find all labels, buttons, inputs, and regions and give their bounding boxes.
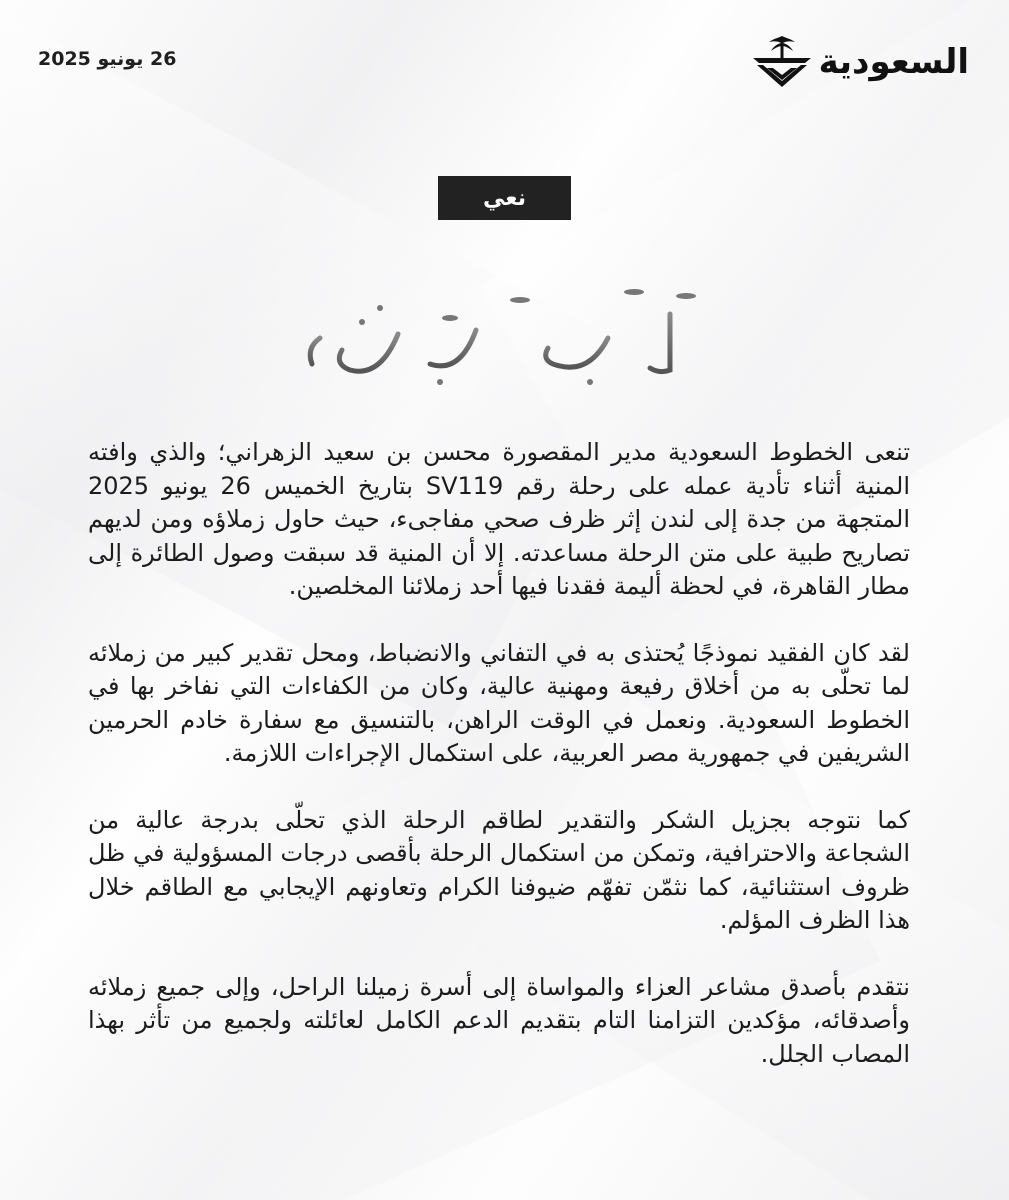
paragraph: تنعى الخطوط السعودية مدير المقصورة محسن بن سعيد الزهراني؛ والذي وافته المنية أثناء تأدية عمله على رحلة رقم SV119 بتاريخ الخميس 26 يونيو 2025 المتجهة من جدة إلى لندن إثر ظرف صحي مفاجىء، حيث حاول زملاؤه ومن لديهم تصاريح طبية على متن الرحلة مساعدته. إلا أن المنية قد سبقت وصول الطائرة إلى مطار القاهرة، في لحظة أليمة فقدنا فيها أحد زملائنا المخلصين.: [88, 438, 910, 600]
statement-body: [88, 436, 910, 1071]
paragraph: كما نتوجه بجزيل الشكر والتقدير لطاقم الرحلة الذي تحلّى بدرجة عالية من الشجاعة والاحترافية، وتمكن من استكمال الرحلة بأقصى درجات المسؤولية في ظل ظروف استثنائية، كما نثمّن تفهّم ضيوفنا الكرام وتعاونهم الإيجابي مع الطاقم خلال هذا الظرف المؤلم.: [88, 805, 910, 934]
header: [38, 30, 969, 100]
date-label: 26 يونيو 2025: [38, 48, 177, 70]
paragraph: لقد كان الفقيد نموذجًا يُحتذى به في التفاني والانضباط، ومحل تقدير كبير من زملائه لما تحلّى به من أخلاق رفيعة ومهنية عالية، وكان من الكفاءات التي نفاخر بها في الخطوط السعودية. ونعمل في الوقت الراهن، بالتنسيق مع سفارة خادم الحرمين الشريفين في جمهورية مصر العربية، على استكمال الإجراءات اللازمة.: [88, 638, 910, 767]
saudia-logo: [749, 30, 969, 94]
saudia-emblem-icon: [749, 32, 815, 92]
paragraph: نتقدم بأصدق مشاعر العزاء والمواساة إلى أسرة زميلنا الراحل، وإلى جميع زملائه وأصدقائه، مؤكدين التزامنا التام بتقديم الدعم الكامل لعائلته ولجميع من تأثر بهذا المصاب الجلل.: [88, 972, 910, 1068]
obituary-tag: نعي: [438, 176, 571, 220]
saudia-wordmark: السعودية: [818, 42, 969, 82]
quran-verse-calligraphy: [290, 278, 720, 398]
